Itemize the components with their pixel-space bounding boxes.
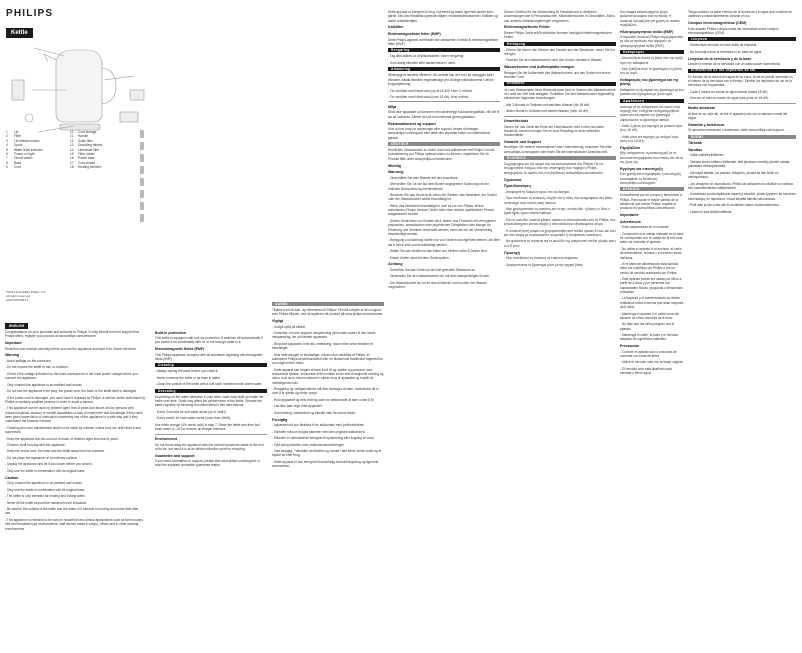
list-item: - Never fill the kettle beyond the maximum level indication. — [5, 500, 88, 505]
legend-item: 11 Handle — [70, 134, 89, 139]
intro-text: Και ελαφρά ταλαιπωρημένο χώρο, φυλάσσεται μακριά από τα παιδιά. Η συσκευή προορίζεται για χρήση σε οικιακό περιβάλλον. — [620, 10, 680, 27]
section-heading: Warnung — [388, 170, 404, 175]
list-item: - This appliance can be used by children aged from 8 years and above and by persons with reduced physical, sensory or mental capabilities or lack of experience and knowledge if they have been given supervision or instruction concerning use of the appliance in a safe way and if they understand the hazards involved. — [5, 406, 143, 424]
list-item: - Never immerse the kettle or its base in water. — [155, 375, 221, 380]
section-heading: Elektromagnetiske felter (EMF) — [388, 32, 441, 37]
legend-item: 7 On/off switch — [6, 156, 33, 161]
section-heading: Garantía y asistencia — [688, 122, 724, 127]
legend-item: 14 Limescale filter — [70, 147, 100, 152]
list-item: - Conecte el aparato solo a una toma de corriente con toma de tierra. — [620, 349, 677, 358]
body-text: Al final de su vida útil, no tire el aparato junto con la basura normal del hogar. — [688, 111, 788, 120]
list-item: - Μην τοποθετείτε τη συσκευή σε επικλινή επιφάνεια. — [504, 256, 579, 261]
section-heading: Precaución — [620, 344, 640, 349]
copyright-footer: ©2014 Koninklijke Philips N.V. All rights reserved. 4222.005.0061.1 — [6, 290, 47, 302]
section-bar: Αφαλάτωση — [620, 99, 684, 103]
section-heading: Guarantee and support — [155, 453, 195, 458]
list-item: - Elkedlen er udelukkende beregnet til opvarmning eller kogning af vand. — [272, 436, 375, 441]
section-heading: Wasserkocher und Aufheizplatte reinigen — [504, 65, 575, 70]
section-heading: Campos electromagnéticos (CEM) — [688, 21, 747, 26]
body-text: En función de la dureza del agua de su zona, la cal se puede acumular en el interior de la hervidora con el tiempo. Elimine los depósitos de cal de la hervidora con regularidad. — [688, 74, 793, 88]
section-heading: Built-in protection — [155, 330, 186, 335]
body-text: Afhængigt af vandets hårdhed i dit område kan der over tid opbygges kalk i elkedlen. Afkalk elkedlen regelmæssigt ved at følge instruktionerne i denne brugsvejledning. — [388, 73, 494, 87]
list-item: - Verschütten Sie kein Wasser auf den Anschluss. — [388, 175, 459, 180]
intro-text: Dieses Gerät ist für die Verwendung im Haushalt und in ähnlichen Anwendungen wie in Personalküchen, Mitarbeiterküchen in Geschäften, Büros und anderen Arbeitsumgebungen vorgesehen. — [504, 10, 615, 23]
intro-text: Dette apparat er beregnet til brug i hjemmet og andre lignende steder som: gårde, bed and breakfast-lignende miljøer, medarbejderkøkkener i butikker og andre arbejdsmiljøer. — [388, 10, 498, 23]
section-heading: Σημαντικό — [504, 177, 522, 182]
list-item: - El hervidor solo está diseñado para calentar y hervir agua. — [620, 366, 672, 376]
list-item: - Elkedlen må kun bruges sammen med den originale basisenhed. — [272, 429, 366, 434]
list-item: - Reinigung und Wartung dürfen nur von Kindern durchgeführt werden, die älter als 8 Jahre sind und beaufsichtigt werden. — [388, 238, 500, 247]
list-item: - Compruebe si el voltaje indicado en la base se corresponde con el voltaje de la red local antes de enchufar el aparato. — [620, 231, 684, 245]
intro-text: Herzlichen Glückwunsch zu Ihrem Kauf und willkommen bei Philips! Um die Unterstützung von Philips optimal nutzen zu können, registrieren Sie Ihr Produkt bitte unter www.philips.com/welcome. — [388, 148, 495, 161]
body-text: Hvis du har brug for oplysninger eller support, bedes du besøge www.philips.com/support eller læse den separate folder om international garanti. — [388, 127, 490, 140]
section-heading: Medio ambiente — [688, 106, 716, 111]
section-heading: Advertencia — [620, 219, 641, 224]
list-item: - Wenn das Netzkabel beschädigt ist, darf es nur von Philips, einem autorisierten Philips Service-Center oder einer ähnlich qualifizierten Person ausgetauscht werden. — [388, 203, 494, 217]
list-item: - Η συσκευή αυτή μπορεί να χρησιμοποιηθεί από παιδιά ηλικίας 8 ετών και άνω και από άτομα με περιορισμένες σωματικές ή πνευματικές ικανότητες. — [504, 228, 616, 237]
legend-item: 3 Lid release button — [6, 138, 40, 143]
body-text: Η παρούσα συσκευή Philips συμμορφώνεται με όλα τα πρότυπα που αφορούν τα ηλεκτρομαγνητικά πεδία (EMF). — [620, 35, 683, 48]
legend-item: 8 Base — [6, 160, 22, 165]
list-item: - Dette apparat kan bruges af børn fra 8 år og opefter og personer med reducerede fysiske, sensoriske eller mentale evner eller manglende erfaring og viden, hvis de er blevet instrueret i sikker brug af apparatet og forstår de medfølgende risici. — [272, 367, 384, 385]
list-item: - Lasten ei saa leikkiä laitteella. — [688, 209, 733, 214]
list-item: - This appliance is intended to be used in household and similar applications such as farm houses, bed and breakfast type environments, staff kitchen areas in shops, offices and in other working environments. — [5, 517, 144, 531]
body-text: Do not throw away the appliance with the normal household waste at the end of its life, but hand it in at an official collection point for recycling. — [155, 442, 264, 451]
list-item: - Mantenga el cable, la base y el hervidor alejados de superficies calientes. — [620, 333, 679, 342]
english-continued-column — [155, 328, 267, 470]
spanish-finnish-column — [688, 10, 796, 216]
list-item: - Este aparato puede ser usado por niños a partir de 8 años y por personas con capacidades físicas, psíquicas o sensoriales reducidas. — [620, 277, 683, 294]
section-heading: Electromagnetic fields (EMF) — [155, 347, 205, 352]
list-item: - Tag altid stikket ud af stikkontakten, inden rengøring. — [388, 54, 465, 59]
list-item: - Kahdeksan vuotta täyttäneet lapset ja henkilöt, joiden fyysinen tai henkinen toimintakyky on rajoittunut, voivat käyttää laitetta valvonnassa. — [688, 192, 796, 201]
legend-left-list — [6, 130, 70, 170]
list-item: - Rengøring og vedligeholdelse må ikke foretages af børn, medmindre de er over 8 år gamle og under opsyn. — [272, 387, 380, 396]
list-item: - Να φυλάσσετε τη συσκευή και το καλώδιό της μακριά από παιδιά ηλικίας κάτω των 8 ετών. — [504, 239, 616, 248]
section-heading: Umweltschutz — [504, 119, 529, 124]
legend-item: 5 Water level indicator — [6, 147, 43, 152]
list-item: - Clean the outside of the kettle with a soft cloth moistened with warm water. — [155, 382, 263, 387]
list-item: - Benutzen Sie das Gerät nicht, wenn der Stecker, das Netzkabel, der Sockel oder der Wasserkocher selbst beschädigt ist. — [388, 193, 497, 202]
danish-german-column — [388, 10, 500, 292]
section-bar: Afkalkning — [388, 67, 500, 71]
divider — [155, 434, 267, 435]
body-text: Benötigen Sie weitere Informationen oder Unterstützung, besuchen Sie bitte www.philips.com/support oder lesen Sie die internationale Garantieschrift. — [504, 145, 612, 154]
list-item: - Mantenga el aparato y el cable fuera del alcance de niños menores de 8 años. — [620, 311, 679, 320]
section-tag-english: ENGLISH — [5, 323, 28, 329]
list-item: - Cleaning and user maintenance shall not be made by children unless they are older than 8 and supervised. — [5, 425, 141, 435]
list-item: - Do not use the appliance if the plug, the power cord, the base or the kettle itself is damaged. — [5, 389, 138, 394]
list-item: - No sumerja nunca la hervidora ni su base en agua. — [688, 49, 763, 54]
language-tag-deutsch: DEUTSCH — [388, 142, 500, 146]
list-item: - Si el cable de alimentación está dañado, debe ser sustituido por Philips o por un centro de servicio autorizado por Philips. — [620, 261, 680, 275]
list-item: - Keep the appliance and its cord out of reach of children aged less than 8 years. — [5, 436, 119, 441]
cover-column — [0, 0, 150, 653]
legend-item: 18 Heating element — [70, 165, 102, 170]
body-text: Depending on the water hardness in your area, scale may build up inside the kettle over time. Scale may affect the performance of the kettle. Descale the kettle regularly by following the instructions in this user manual. — [155, 394, 264, 408]
section-heading: Προσοχή — [504, 250, 520, 255]
body-text: Μην απορρίπτετε τη συσκευή μαζί με τα κανονικά απορρίμματα του σπιτιού στο τέλος της ζωής της. — [620, 151, 684, 165]
body-text: Εάν χρειάζεστε πληροφορίες ή υποστήριξη, επισκεφθείτε τη διεύθυνση www.philips.com/support. — [620, 172, 682, 185]
list-item: - Tauchen Sie den Wasserkocher oder den Sockel niemals in Wasser. — [504, 58, 603, 63]
list-item: - Κάθε 3 μήνες για περιοχές με μαλακό νερό (έως 18 dH). — [620, 124, 683, 133]
list-item: - Always unplug the base before you clean it. — [155, 369, 219, 374]
body-text: Smid ikke apparatet ud sammen med almindeligt husholdningsaffald, når det til sin tid kasseres. Aflever det på en kommunal genbrugsstation. — [388, 110, 500, 119]
language-tag-espanol: ESPAÑOL — [620, 187, 684, 191]
list-item: - Ziehen Sie immer den Stecker des Sockels aus der Steckdose, bevor Sie ihn reinigen. — [504, 47, 615, 56]
section-heading: Warning — [5, 353, 20, 358]
legend-item: 13 Descaling tablets — [70, 143, 103, 148]
body-text: Geben Sie das Gerät am Ende der Lebensdauer nicht in den normalen Hausmüll, sondern bringen Sie es zum Recycling zu einer offiziellen Sammelstelle. — [504, 124, 604, 138]
list-item: - Hvis netledningen er beskadiget, må den kun udskiftes af Philips, et autoriseret Philips-serviceværksted eller en tilsvarende kvalificeret fagmand for at undgå enhver risiko. — [272, 352, 384, 366]
section-heading: Reklamationsret og support — [388, 121, 436, 126]
list-item: - Apparatet må kun tilsluttes til en stikkontakt med jordforbindelse. — [272, 423, 365, 428]
product-title: Kettle — [6, 28, 33, 38]
list-item: - Do not place the appliance on an inclined surface. — [5, 455, 78, 460]
divider — [504, 116, 616, 117]
list-item: - Überprüfen Sie, ob die auf dem Boden angegebene Spannung mit der örtlichen Netzspannung übereinstimmt. — [388, 182, 490, 191]
list-item: - Check if the voltage indicated on the base corresponds to the local power voltage before you connect the appliance. — [5, 371, 138, 381]
language-tab-strip — [138, 130, 146, 260]
divider — [388, 101, 500, 102]
list-item: - Fyld aldrig elkedlen over maksimumsmarkeringen. — [272, 442, 345, 447]
list-item: - Dieses Gerät kann von Kindern ab 8 Jahren und Personen mit verringerten physischen, sensorischen oder psychischen Fähigkeiten oder Mangel an Erfahrung und Kenntnis verwendet werden, wenn sie bei der Verwendung beaufsichtigt werden. — [388, 218, 496, 236]
list-item: - For områder med hårdt vand (over 18 dH): Hver måned. — [388, 94, 470, 99]
body-text: Limpie el exterior de la hervidora con un paño suave humedecido. — [688, 62, 782, 67]
list-item: - For områder med blødt vand (op til 18 dH): Hver 3. måned. — [388, 88, 474, 93]
section-heading: Wichtig — [388, 163, 401, 168]
list-item: - Kinder dürfen nicht mit dem Gerät spielen. — [388, 255, 450, 260]
list-item: - La limpieza y el mantenimiento no deben realizarlos niños a menos que sean mayores de 8 años. — [620, 296, 684, 310]
list-item: - Desenchufe siempre la base antes de limpiarla. — [688, 43, 758, 48]
list-item: - No deje que los niños jueguen con el aparato. — [620, 322, 675, 331]
section-bar: Reinigung — [504, 42, 616, 46]
list-item: - Der Wasserkocher ist nur für das Aufheizen und Kochen von Wasser vorgesehen. — [388, 280, 487, 290]
parts-legend — [6, 130, 154, 170]
section-heading: Περιβάλλον — [620, 145, 641, 150]
divider — [688, 103, 796, 104]
section-heading: Miljø — [388, 104, 397, 109]
legend-item: 1 Lid — [6, 130, 19, 134]
section-heading: Kalkfilter — [388, 25, 404, 30]
list-item: - Αποφύγετε τη διαρροή νερού στο συνδετήρα. — [504, 189, 570, 194]
section-bar: Eliminación de los depósitos de cal — [688, 69, 796, 73]
list-item: - The kettle is only intended for heating and boiling water. — [5, 494, 86, 499]
list-item: - Jeden Monat in Gebieten mit hartem Wasser (über 18 dH). — [504, 109, 589, 114]
list-item: - Kontroller, om den angivne netspænding på bunden svarer til den lokale netspænding, før du tilslutter apparatet. — [272, 331, 376, 340]
list-item: - Πριν συνδέσετε τη συσκευή, ελέγξτε εάν η τάση που αναγράφεται στη βάση αντιστοιχεί στην τοπική τάση δικτύου. — [504, 196, 613, 205]
section-heading: Limpieza de la hervidora y de la base — [688, 56, 752, 61]
language-tag-suomi: SUOMI — [688, 135, 796, 139]
legend-item: 4 Spout — [6, 143, 23, 148]
list-item: - Only use the kettle in combination with its original base. — [5, 487, 86, 492]
body-text: Use white vinegar (4% acetic acid) in step 7. Rinse the kettle and then boil fresh water (1–1/2) to remove all vinegar residues. — [155, 422, 260, 432]
body-text: Si necesita información o asistencia, visite www.philips.com/support. — [688, 128, 785, 133]
legend-item: 16 Power base — [70, 156, 95, 161]
body-text: Dieses Philips Gerät erfüllt sämtliche Normen bezüglich elektromagnetischer Felder. — [504, 30, 613, 40]
section-heading: Εγγύηση και υποστήριξη — [620, 166, 663, 171]
body-text: Dette Philips-apparat overholder alle standarder i forhold til elektromagnetiske felter (EMF). — [388, 37, 498, 46]
section-heading: Vigtigt — [272, 319, 284, 324]
list-item: - Only connect the appliance to an earthed wall socket. — [5, 481, 83, 486]
list-item: - Lad ikke børn lege med apparatet. — [272, 404, 323, 409]
list-item: - Children shall not play with the appliance. — [5, 443, 66, 447]
list-item: - Every month for hard water areas (more than 18dH). — [155, 416, 232, 421]
list-item: - Keep the mains cord, the base and the kettle away from hot surfaces. — [5, 449, 105, 454]
intro-text: Enhorabuena por su compra y bienvenido a Philips. Para sacar el mayor partido de la asistencia que ofrece Philips, registre el producto en www.philips.com/welcome. — [620, 193, 682, 211]
section-bar: Cleaning — [155, 363, 267, 367]
section-heading: Elektromagnetische Felder — [504, 25, 550, 30]
list-item: - Hold apparatet og dets ledning uden for rækkevidde af børn under 8 år. — [272, 397, 375, 402]
section-heading: Ηλεκτρομαγνητικά πεδία (EMF) — [620, 29, 674, 34]
language-tag-dansk: DANSK — [272, 302, 384, 306]
list-item: - Una vez al mes en zonas de agua dura (más de 18 dH). — [688, 96, 770, 101]
section-heading: Forsigtig — [272, 417, 288, 422]
list-item: - Vältä roiskeita liittimeen. — [688, 153, 725, 158]
section-heading: Καθαρισμός του βραστήρα και της βάσης — [620, 78, 679, 87]
body-text: This kettle is equipped with boil-dry protection. It switches off automatically if you switch it on accidentally with no or not enough water in it. — [155, 335, 263, 345]
list-item: - Utilice el hervidor solo con su base original. — [620, 360, 684, 365]
list-item: - Μην χρησιμοποιείτε τη συσκευή εάν το φις, το καλώδιο, η βάση ή ο ίδιος ο βραστήρας έχουν υποστεί φθορά. — [504, 207, 611, 216]
section-heading: Important — [5, 341, 22, 346]
section-heading: Garantie und Support — [504, 139, 541, 144]
section-bar: Rengøring — [388, 48, 500, 52]
section-heading: Προειδοποίηση — [504, 184, 531, 189]
list-item: - Κάθε μήνα για περιοχές με σκληρό νερό (άνω των 18 dH). — [620, 134, 679, 144]
section-bar: Limpieza — [688, 37, 796, 41]
list-item: - Αποσυνδέετε πάντα τη βάση από την πρίζα πριν την καθαρίσετε. — [620, 56, 684, 65]
danish-column — [272, 300, 384, 471]
list-item: - Hold ledning, basisenhed og elkedle væk fra varme flader. — [272, 410, 356, 415]
body-text: Ανάλογα με τη σκληρότητα του νερού στην περιοχή σας, ενδέχεται να δημιουργηθούν άλατα στο εσωτερικό του βραστήρα. Αφαλατώνετε το βραστήρα τακτικά. — [620, 104, 681, 122]
list-item: - Älä käytä laitetta, jos pistoke, virtajohto, jalusta tai itse keitin on vahingoittunut. — [688, 170, 779, 180]
list-item: - Dette apparat er kun beregnet til almindelig husholdningsbrug og lignende anvendelser. — [272, 459, 379, 469]
philips-logo: PHILIPS — [6, 8, 54, 19]
body-text: Je nach Wasserhärte Ihres Wohnorts kann sich im Inneren des Wasserkochers im Laufe der Zeit Kalk ablagern. Entkalken Sie den Wasserkocher regelmäßig anhand der folgenden Anweisungen. — [504, 87, 616, 101]
legend-item: 12 Scale filter — [70, 138, 93, 143]
legend-item: 6 Power-on light — [6, 152, 35, 157]
list-item: - Χρησιμοποιείτε το βραστήρα μόνο με την αρχική βάση. — [504, 262, 584, 267]
english-column — [5, 330, 145, 533]
section-heading: Varoitus — [688, 148, 703, 152]
intro-text: Tillykke med dit køb, og velkommen til Philips! Få fuldt udbytte af den support, som Philips tilbyder, ved at registrere dit produkt på www.philips.com/welcome. — [272, 308, 384, 317]
list-item: - Be careful: the outside of the kettle and the water in it become hot during and some time after use. — [5, 507, 139, 516]
legend-item: 10 Cord storage — [70, 130, 97, 134]
legend-item: 15 Filter holder — [70, 152, 95, 157]
list-item: - Only connect the appliance to an earthed wall socket. — [5, 382, 83, 387]
list-item: - Εάν το καλώδιο υποστεί φθορά, πρέπει να αντικατασταθεί από τη Philips, ένα εξουσιοδοτημένο κέντρο σέρβις ή από κατάλληλα εξειδικευμένα άτομα. — [504, 217, 616, 227]
section-heading: Tärkeää — [688, 141, 702, 146]
list-item: - No utilice el aparato si el enchufe, el cable de alimentación, la base o el hervidor están dañados. — [620, 246, 682, 260]
body-text: Este aparato Philips cumple todas las normativas sobre campos electromagnéticos (CEM). — [688, 26, 779, 35]
list-item: - Vær forsigtig: Ydersiden af elkedlen og vandet i den bliver varmt under og et stykke tid efter brug. — [272, 449, 382, 458]
section-heading: Caution — [5, 475, 19, 480]
body-text: Read this user manual carefully before you use the appliance and save it for future reference. — [5, 346, 137, 351]
section-bar: Descaling — [155, 389, 267, 393]
intro-text: Tenga cuidado: la parte exterior de la hervidora y el agua que contiene se calientan considerablemente durante el uso. — [688, 10, 792, 19]
section-bar: Entkalken — [504, 82, 616, 86]
section-heading: Environment — [155, 437, 177, 442]
list-item: - Do not expose the kettle to rain or moisture. — [5, 365, 69, 370]
list-item: - Tarkista ennen laitteen liittämistä, että jalustaan merkitty jännite vastaa paikallista verkkojännitettä. — [688, 159, 790, 169]
intro-text: Congratulations on your purchase and welcome to Philips! To fully benefit from the support that Philips offers, register your product at www.philips.com/welcome. — [5, 330, 139, 339]
list-item: - Brug ikke apparatet, hvis stik, netledning, basen eller selve elkedlen er beskadiget. — [272, 341, 374, 351]
legend-right-list — [70, 130, 134, 170]
greek-spanish-column — [620, 10, 684, 378]
legend-item: 2 Filter — [6, 134, 22, 139]
body-text: If you need information or support, please visit www.philips.com/support or read the separate worldwide guarantee leaflet. — [155, 459, 260, 468]
list-item: - Unplug the appliance and let it cool down before you clean it. — [5, 462, 93, 467]
language-tag-greek: ΕΛΛΗΝΙΚΑ — [504, 156, 616, 160]
list-item: - Verwenden Sie den Wasserkocher nur mit dem dazugehörigen Sockel. — [388, 274, 490, 279]
list-item: - Evite salpicaduras en el conector. — [620, 225, 670, 230]
body-text: Reinigen Sie die Außenseite des Wasserkochers und den Sockel mit einem feuchten Tuch. — [504, 70, 611, 80]
list-item: - Avoid spillage on the connector. — [5, 358, 52, 363]
list-item: - Only use the kettle in combination with its original base. — [5, 468, 86, 473]
list-item: - If the power cord is damaged, you must have it replaced by Philips, a service centre authorised by Philips or similarly qualified persons in order to avoid a hazard. — [5, 395, 145, 404]
list-item: - Halten Sie das Gerät und das Kabel von Kindern unter 8 Jahren fern. — [388, 249, 488, 254]
list-item: - Kom aldrig elkedlen eller basisenheden i vand. — [388, 60, 456, 65]
list-item: - Schließen Sie das Gerät nur an eine geerdete Steckdose an. — [388, 267, 476, 272]
list-item: - Μην βυθίζετε ποτέ το βραστήρα ή τη βάση του σε νερό. — [620, 67, 682, 76]
list-item: - Undgå spild på stikket. — [272, 324, 307, 329]
list-item: - Pidä laite ja sen johto alle 8-vuotiaiden lasten ulottumattomissa. — [688, 203, 780, 208]
kettle-diagram — [4, 40, 152, 198]
list-item: - Jos virtajohto on vaurioitunut, Philips tai valtuutettu huoltoliike voi vaihtaa sen vaaratilanteiden välttämiseksi. — [688, 181, 793, 190]
section-bar: Καθαρισμός — [620, 50, 684, 54]
list-item: - Alle 3 Monate in Gebieten mit weichem Wasser (bis 18 dH). — [504, 102, 590, 107]
section-heading: Achtung — [388, 262, 403, 267]
section-heading: Importante — [620, 213, 639, 218]
german-greek-column — [504, 10, 616, 269]
list-item: - Every 3 months for soft water areas (up to 18dH). — [155, 409, 227, 414]
intro-text: Συγχαρητήρια για την αγορά σας και καλωσορίσατε στη Philips! Για να επωφεληθείτε πλήρως από την υποστήριξη που παρέχει η Philips, καταχωρήστε το προϊόν σας στη διεύθυνση www.philips.com/welcome. — [504, 162, 604, 175]
body-text: Καθαρίστε το εξωτερικό του βραστήρα με ένα μαλακό πανί βρεγμένο με ζεστό νερό. — [620, 87, 684, 97]
body-text: This Philips appliance complies with all standards regarding electromagnetic fields (EMF). — [155, 352, 263, 361]
list-item: - Cada 3 meses en zonas de agua blanda (hasta 18 dH). — [688, 89, 769, 94]
legend-item: 9 Cord — [6, 165, 21, 170]
legend-item: 17 Cord winder — [70, 160, 96, 165]
